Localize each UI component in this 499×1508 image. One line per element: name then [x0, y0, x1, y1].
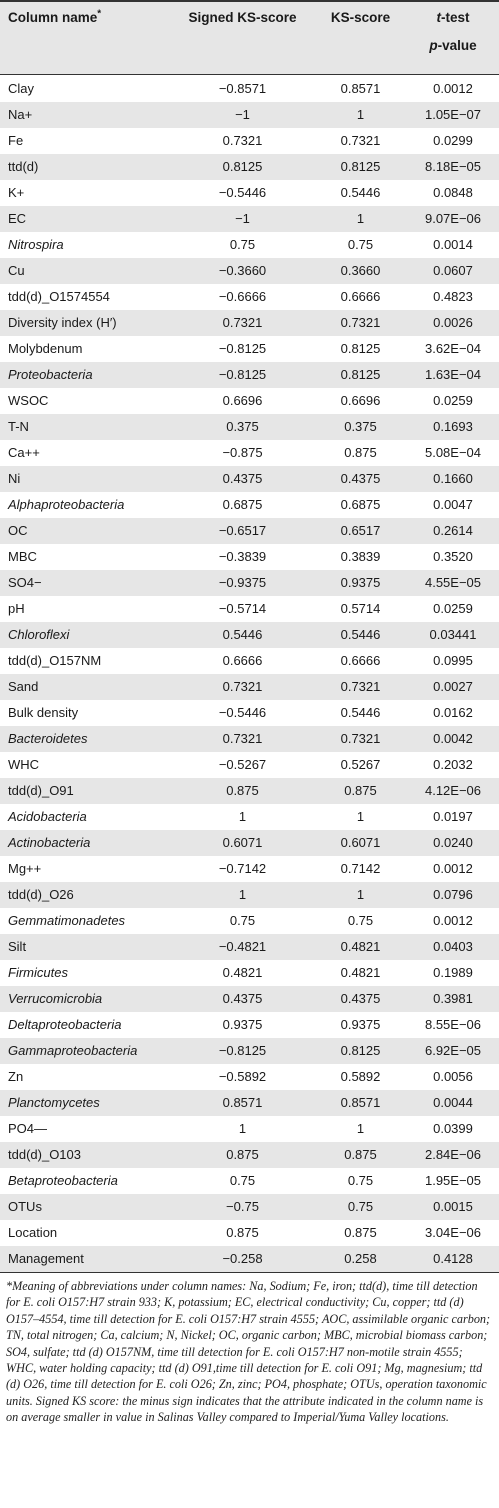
cell-p-value: 0.1660 — [433, 471, 473, 486]
table-row — [0, 648, 499, 674]
header-rule — [0, 74, 499, 75]
cell-signed-ks-score: 0.8571 — [222, 1095, 263, 1110]
cell-column-name: WSOC — [8, 393, 49, 408]
cell-column-name: tdd(d)_O26 — [8, 887, 74, 902]
cell-signed-ks-score: 0.875 — [226, 1225, 259, 1240]
cell-column-name: Alphaproteobacteria — [8, 497, 125, 512]
cell-ks-score: 0.8125 — [340, 1043, 381, 1058]
cell-column-name: Molybdenum — [8, 341, 83, 356]
cell-column-name: Proteobacteria — [8, 367, 93, 382]
cell-column-name: Location — [8, 1225, 58, 1240]
cell-p-value: 0.0012 — [433, 913, 473, 928]
cell-ks-score: 0.5892 — [340, 1069, 381, 1084]
cell-ks-score: 1 — [356, 887, 365, 902]
cell-column-name: Acidobacteria — [8, 809, 87, 824]
table-row — [0, 830, 499, 856]
cell-ks-score: 0.4375 — [340, 471, 381, 486]
cell-p-value: 0.1693 — [433, 419, 473, 434]
cell-signed-ks-score: −0.5892 — [218, 1069, 267, 1084]
cell-p-value: 0.3520 — [433, 549, 473, 564]
cell-p-value: 0.03441 — [429, 627, 477, 642]
cell-ks-score: 0.9375 — [340, 1017, 381, 1032]
header-p-rest: -value — [437, 38, 477, 53]
cell-ks-score: 0.6666 — [340, 289, 381, 304]
table-row — [0, 1220, 499, 1246]
cell-column-name: Planctomycetes — [8, 1095, 100, 1110]
table-body — [0, 76, 499, 1272]
cell-p-value: 0.0403 — [433, 939, 473, 954]
cell-signed-ks-score: 0.6666 — [222, 653, 263, 668]
cell-ks-score: 1 — [356, 809, 365, 824]
cell-p-value: 0.0042 — [433, 731, 473, 746]
cell-ks-score: 0.6666 — [340, 653, 381, 668]
cell-column-name: ttd(d) — [8, 159, 39, 174]
cell-p-value: 0.0026 — [433, 315, 473, 330]
cell-p-value: 0.2032 — [433, 757, 473, 772]
cell-ks-score: 0.6875 — [340, 497, 381, 512]
table-row — [0, 804, 499, 830]
table-row — [0, 128, 499, 154]
cell-signed-ks-score: −0.8571 — [218, 81, 267, 96]
table-row — [0, 960, 499, 986]
cell-column-name: tdd(d)_O157NM — [8, 653, 102, 668]
cell-ks-score: 0.3660 — [340, 263, 381, 278]
cell-ks-score: 0.8571 — [340, 1095, 381, 1110]
cell-ks-score: 0.875 — [344, 445, 377, 460]
cell-signed-ks-score: −1 — [235, 107, 250, 122]
cell-p-value: 6.92E−05 — [424, 1043, 482, 1058]
cell-signed-ks-score: −0.8125 — [218, 367, 267, 382]
header-p-italic: p — [429, 38, 438, 53]
cell-column-name: Zn — [8, 1069, 24, 1084]
header-footnote-marker: * — [97, 8, 102, 20]
cell-column-name: Actinobacteria — [8, 835, 91, 850]
cell-column-name: Deltaproteobacteria — [8, 1017, 122, 1032]
cell-p-value: 0.4823 — [433, 289, 473, 304]
table-row — [0, 102, 499, 128]
cell-p-value: 1.63E−04 — [424, 367, 482, 382]
cell-p-value: 0.4128 — [433, 1251, 473, 1266]
table-row — [0, 232, 499, 258]
cell-signed-ks-score: 0.8125 — [222, 159, 263, 174]
cell-ks-score: 0.7321 — [340, 731, 381, 746]
cell-p-value: 0.0044 — [433, 1095, 473, 1110]
cell-column-name: Clay — [8, 81, 35, 96]
cell-ks-score: 0.6696 — [340, 393, 381, 408]
cell-signed-ks-score: −0.6517 — [218, 523, 267, 538]
cell-p-value: 0.0259 — [433, 393, 473, 408]
cell-p-value: 0.0197 — [433, 809, 473, 824]
cell-ks-score: 0.5714 — [340, 601, 381, 616]
cell-signed-ks-score: 0.75 — [229, 237, 256, 252]
table-row — [0, 934, 499, 960]
cell-signed-ks-score: 0.7321 — [222, 315, 263, 330]
table-footnote: *Meaning of abbreviations under column names: Na, Sodium; Fe, iron; ttd(d), time till detection for E. coli O157:H7 strain 933; K, potassium; EC, electrical conductivity; Cu, copper; ttd (d) O157–4554, time till detection for E. coli O157:H7 strain 4555; AOC, assimilable organic carbon; TN, total nitrogen; Ca, calcium; N, Nickel; OC, organic carbon; MBC, microbial biomass carbon; SO4, sulfate; ttd (d) O157NM, time till detection for E. coli O157:H7 non-motile strain 4555; WHC, water holding capacity; ttd (d) O91,time till detection for E. coli O91; Mg, magnesium; ttd (d) O26, time till detection for E. coli O26; Zn, zinc; PO4, phosphate; OTUs, operation taxonomic units. Signed KS score: the minus sign indicates that the attribute indicated in the column name is on average smaller in value in Salinas Valley compared to Imperial/Yuma Valley locations. — [6, 1279, 491, 1425]
table-row — [0, 1168, 499, 1194]
header-p-value — [410, 32, 496, 60]
cell-column-name: Na+ — [8, 107, 33, 122]
cell-signed-ks-score: −1 — [235, 211, 250, 226]
table-row — [0, 1194, 499, 1220]
cell-ks-score: 0.6517 — [340, 523, 381, 538]
cell-column-name: Silt — [8, 939, 27, 954]
cell-p-value: 0.1989 — [433, 965, 473, 980]
table-row — [0, 362, 499, 388]
cell-column-name: Firmicutes — [8, 965, 68, 980]
table-row — [0, 700, 499, 726]
cell-signed-ks-score: −0.3839 — [218, 549, 267, 564]
cell-p-value: 0.3981 — [433, 991, 473, 1006]
cell-signed-ks-score: −0.75 — [226, 1199, 259, 1214]
header-signed-ks: Signed KS-score — [188, 10, 297, 25]
bottom-rule — [0, 1272, 499, 1273]
cell-signed-ks-score: −0.8125 — [218, 341, 267, 356]
cell-column-name: Diversity index (H′) — [8, 315, 117, 330]
cell-ks-score: 0.75 — [347, 237, 374, 252]
cell-ks-score: 0.8571 — [340, 81, 381, 96]
table-row — [0, 570, 499, 596]
cell-ks-score: 0.7321 — [340, 133, 381, 148]
cell-p-value: 3.62E−04 — [424, 341, 482, 356]
cell-column-name: OTUs — [8, 1199, 42, 1214]
cell-p-value: 4.55E−05 — [424, 575, 482, 590]
cell-signed-ks-score: 0.875 — [226, 1147, 259, 1162]
cell-column-name: Gemmatimonadetes — [8, 913, 126, 928]
cell-ks-score: 1 — [356, 1121, 365, 1136]
header-column-name-label: Column name — [8, 10, 98, 25]
table-row — [0, 492, 499, 518]
table-row — [0, 778, 499, 804]
cell-signed-ks-score: 0.875 — [226, 783, 259, 798]
cell-p-value: 0.0012 — [433, 81, 473, 96]
cell-signed-ks-score: −0.875 — [222, 445, 263, 460]
cell-signed-ks-score: −0.6666 — [218, 289, 267, 304]
cell-p-value: 9.07E−06 — [424, 211, 482, 226]
cell-ks-score: 0.875 — [344, 783, 377, 798]
table-row — [0, 856, 499, 882]
cell-ks-score: 0.5446 — [340, 705, 381, 720]
cell-ks-score: 1 — [356, 211, 365, 226]
cell-ks-score: 0.3839 — [340, 549, 381, 564]
cell-p-value: 0.0014 — [433, 237, 473, 252]
cell-p-value: 5.08E−04 — [424, 445, 482, 460]
cell-signed-ks-score: −0.258 — [222, 1251, 263, 1266]
table-row — [0, 336, 499, 362]
cell-column-name: Ni — [8, 471, 21, 486]
cell-ks-score: 0.6071 — [340, 835, 381, 850]
cell-column-name: OC — [8, 523, 28, 538]
cell-ks-score: 0.375 — [344, 419, 377, 434]
cell-signed-ks-score: 0.6071 — [222, 835, 263, 850]
cell-p-value: 0.0015 — [433, 1199, 473, 1214]
cell-signed-ks-score: −0.5267 — [218, 757, 267, 772]
cell-column-name: Gammaproteobacteria — [8, 1043, 138, 1058]
table-row — [0, 440, 499, 466]
cell-ks-score: 0.9375 — [340, 575, 381, 590]
table-row — [0, 1038, 499, 1064]
cell-p-value: 0.0848 — [433, 185, 473, 200]
table-row — [0, 1090, 499, 1116]
cell-ks-score: 0.875 — [344, 1225, 377, 1240]
cell-p-value: 0.0259 — [433, 601, 473, 616]
cell-p-value: 1.95E−05 — [424, 1173, 482, 1188]
cell-column-name: SO4− — [8, 575, 42, 590]
table-row — [0, 284, 499, 310]
cell-column-name: Nitrospira — [8, 237, 64, 252]
cell-signed-ks-score: 0.75 — [229, 913, 256, 928]
cell-column-name: EC — [8, 211, 27, 226]
cell-ks-score: 0.8125 — [340, 341, 381, 356]
cell-signed-ks-score: −0.5446 — [218, 185, 267, 200]
cell-ks-score: 0.75 — [347, 1199, 374, 1214]
table-row — [0, 206, 499, 232]
cell-column-name: tdd(d)_O91 — [8, 783, 74, 798]
cell-ks-score: 0.7142 — [340, 861, 381, 876]
cell-column-name: Betaproteobacteria — [8, 1173, 118, 1188]
cell-signed-ks-score: −0.5446 — [218, 705, 267, 720]
table-row — [0, 1012, 499, 1038]
cell-column-name: Bacteroidetes — [8, 731, 88, 746]
table-row — [0, 1246, 499, 1272]
cell-signed-ks-score: −0.7142 — [218, 861, 267, 876]
cell-ks-score: 0.75 — [347, 913, 374, 928]
cell-column-name: tdd(d)_O1574554 — [8, 289, 110, 304]
cell-ks-score: 0.875 — [344, 1147, 377, 1162]
cell-column-name: Sand — [8, 679, 39, 694]
cell-ks-score: 0.258 — [344, 1251, 377, 1266]
cell-column-name: T-N — [8, 419, 29, 434]
cell-p-value: 0.0047 — [433, 497, 473, 512]
cell-p-value: 1.05E−07 — [424, 107, 482, 122]
cell-signed-ks-score: −0.5714 — [218, 601, 267, 616]
cell-p-value: 0.0012 — [433, 861, 473, 876]
table-row — [0, 908, 499, 934]
cell-ks-score: 1 — [356, 107, 365, 122]
cell-column-name: Mg++ — [8, 861, 42, 876]
cell-signed-ks-score: 0.9375 — [222, 1017, 263, 1032]
cell-column-name: Cu — [8, 263, 25, 278]
cell-column-name: Verrucomicrobia — [8, 991, 103, 1006]
table-row — [0, 180, 499, 206]
cell-p-value: 0.0027 — [433, 679, 473, 694]
cell-p-value: 0.0056 — [433, 1069, 473, 1084]
cell-column-name: Ca++ — [8, 445, 40, 460]
cell-ks-score: 0.4821 — [340, 965, 381, 980]
cell-column-name: PO4— — [8, 1121, 48, 1136]
cell-p-value: 4.12E−06 — [424, 783, 482, 798]
table-row — [0, 622, 499, 648]
cell-p-value: 0.0240 — [433, 835, 473, 850]
table-row — [0, 1116, 499, 1142]
cell-signed-ks-score: 1 — [238, 1121, 247, 1136]
cell-ks-score: 0.5446 — [340, 185, 381, 200]
header-t-test — [410, 4, 496, 32]
cell-signed-ks-score: 0.75 — [229, 1173, 256, 1188]
table-row — [0, 986, 499, 1012]
table-row — [0, 544, 499, 570]
cell-p-value: 0.0162 — [433, 705, 473, 720]
cell-signed-ks-score: −0.4821 — [218, 939, 267, 954]
table-row — [0, 674, 499, 700]
cell-signed-ks-score: 0.375 — [226, 419, 259, 434]
header-ks-score: KS-score — [330, 10, 391, 25]
table-row — [0, 310, 499, 336]
cell-ks-score: 0.8125 — [340, 159, 381, 174]
cell-p-value: 8.18E−05 — [424, 159, 482, 174]
table-row — [0, 726, 499, 752]
cell-p-value: 0.2614 — [433, 523, 473, 538]
cell-signed-ks-score: 1 — [238, 887, 247, 902]
cell-ks-score: 0.4821 — [340, 939, 381, 954]
cell-signed-ks-score: 0.5446 — [222, 627, 263, 642]
cell-column-name: WHC — [8, 757, 40, 772]
cell-ks-score: 0.7321 — [340, 679, 381, 694]
cell-signed-ks-score: 1 — [238, 809, 247, 824]
cell-p-value: 8.55E−06 — [424, 1017, 482, 1032]
table-row — [0, 752, 499, 778]
cell-ks-score: 0.5446 — [340, 627, 381, 642]
table-header — [0, 2, 499, 74]
table-row — [0, 1064, 499, 1090]
table-row — [0, 76, 499, 102]
cell-column-name: Fe — [8, 133, 24, 148]
table-row — [0, 596, 499, 622]
cell-signed-ks-score: 0.7321 — [222, 679, 263, 694]
cell-ks-score: 0.7321 — [340, 315, 381, 330]
cell-signed-ks-score: 0.4821 — [222, 965, 263, 980]
header-column-name — [8, 4, 101, 32]
cell-p-value: 0.0399 — [433, 1121, 473, 1136]
cell-column-name: K+ — [8, 185, 25, 200]
cell-signed-ks-score: −0.9375 — [218, 575, 267, 590]
cell-column-name: pH — [8, 601, 25, 616]
table-row — [0, 518, 499, 544]
table-row — [0, 466, 499, 492]
table-row — [0, 882, 499, 908]
cell-signed-ks-score: 0.4375 — [222, 471, 263, 486]
cell-p-value: 0.0796 — [433, 887, 473, 902]
table-row — [0, 414, 499, 440]
table-row — [0, 258, 499, 284]
cell-ks-score: 0.4375 — [340, 991, 381, 1006]
cell-p-value: 2.84E−06 — [424, 1147, 482, 1162]
cell-column-name: Bulk density — [8, 705, 79, 720]
cell-p-value: 3.04E−06 — [424, 1225, 482, 1240]
header-t-rest: -test — [440, 10, 470, 25]
cell-column-name: Management — [8, 1251, 84, 1266]
header-t-italic: t — [436, 10, 441, 25]
cell-p-value: 0.0995 — [433, 653, 473, 668]
cell-signed-ks-score: −0.3660 — [218, 263, 267, 278]
cell-signed-ks-score: 0.6875 — [222, 497, 263, 512]
cell-p-value: 0.0607 — [433, 263, 473, 278]
cell-p-value: 0.0299 — [433, 133, 473, 148]
cell-signed-ks-score: 0.7321 — [222, 133, 263, 148]
table-row — [0, 388, 499, 414]
table-row — [0, 154, 499, 180]
cell-ks-score: 0.5267 — [340, 757, 381, 772]
cell-ks-score: 0.75 — [347, 1173, 374, 1188]
cell-signed-ks-score: 0.6696 — [222, 393, 263, 408]
cell-signed-ks-score: 0.4375 — [222, 991, 263, 1006]
cell-signed-ks-score: −0.8125 — [218, 1043, 267, 1058]
cell-column-name: MBC — [8, 549, 37, 564]
cell-column-name: Chloroflexi — [8, 627, 70, 642]
cell-signed-ks-score: 0.7321 — [222, 731, 263, 746]
cell-ks-score: 0.8125 — [340, 367, 381, 382]
cell-column-name: tdd(d)_O103 — [8, 1147, 81, 1162]
table-row — [0, 1142, 499, 1168]
